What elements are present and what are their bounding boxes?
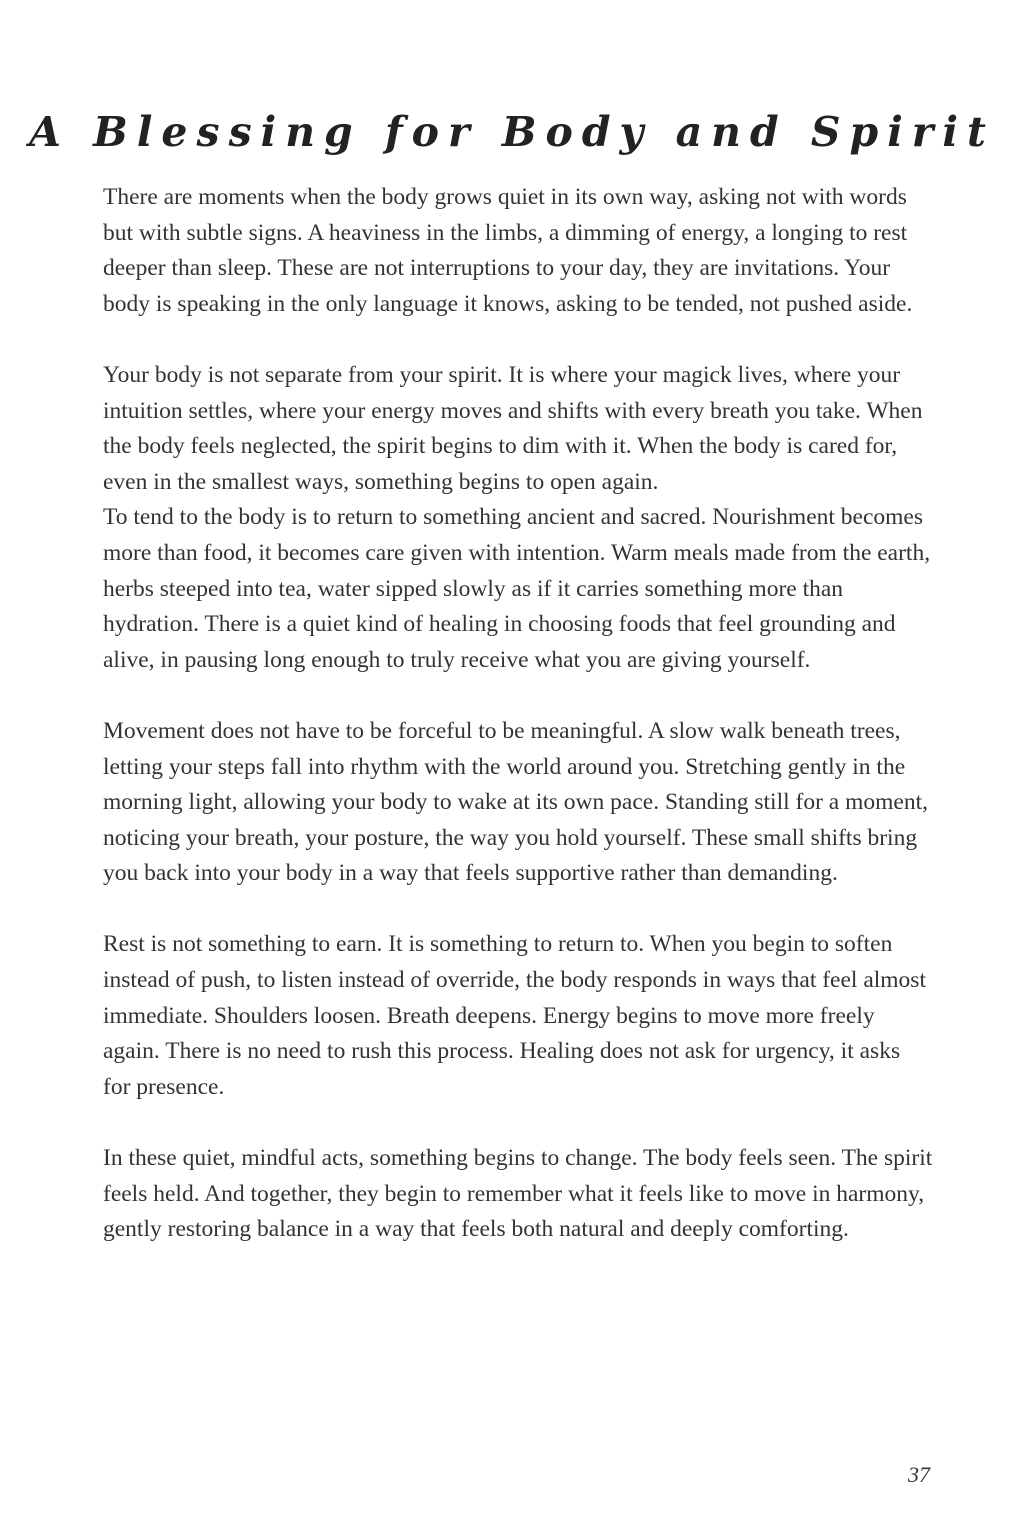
page-title: A Blessing for Body and Spirit bbox=[29, 108, 995, 156]
paragraph-body-spirit: Your body is not separate from your spirit. It is where your magick lives, where your intuition settles, where your energy moves and shifts with every breath you take. When the body feels neglected, the spirit begins to dim with it. When the body is cared for, even in the smallest ways, something begins to open again. bbox=[103, 361, 923, 495]
paragraph-rest: Rest is not something to earn. It is something to return to. When you begin to soften instead of push, to listen instead of override, the body responds in ways that feel almost immediate. Shoulders loosen. Breath deepens. Energy begins to move more freely again. There is no need to rush this process. Healing does not ask for urgency, it asks for presence. bbox=[103, 931, 926, 1100]
paragraph-body-signs: There are moments when the body grows quiet in its own way, asking not with words but with subtle signs. A heaviness in the limbs, a dimming of energy, a longing to rest deeper than sleep. These are not interruptions to your day, they are invitations. Your body is speaking in the only language it knows, asking to be tended, not pushed aside. bbox=[103, 184, 913, 317]
paragraph-movement: Movement does not have to be forceful to be meaningful. A slow walk beneath trees, letting your steps fall into rhythm with the world around you. Stretching gently in the morning light, allowing your body to wake at its own pace. Standing still for a moment, noticing your breath, your posture, the way you hold yourself. These small shifts bring you back into your body in a way that feels supportive rather than demanding. bbox=[103, 717, 928, 887]
paragraph-nourishment: To tend to the body is to return to something ancient and sacred. Nourishment becomes more than food, it becomes care given with intention. Warm meals made from the earth, herbs steeped into tea, water sipped slowly as if it carries something more than hydration. There is a quiet kind of healing in choosing foods that feel grounding and alive, in pausing long enough to truly receive what you are giving yourself. bbox=[103, 504, 931, 673]
page-number: 37 bbox=[908, 1462, 930, 1487]
body-text bbox=[103, 180, 933, 1248]
paragraph-harmony: In these quiet, mindful acts, something begins to change. The body feels seen. The spirit feels held. And together, they begin to remember what it feels like to move in harmony, gently restoring balance in a way that feels both natural and deeply comforting. bbox=[103, 1145, 933, 1243]
